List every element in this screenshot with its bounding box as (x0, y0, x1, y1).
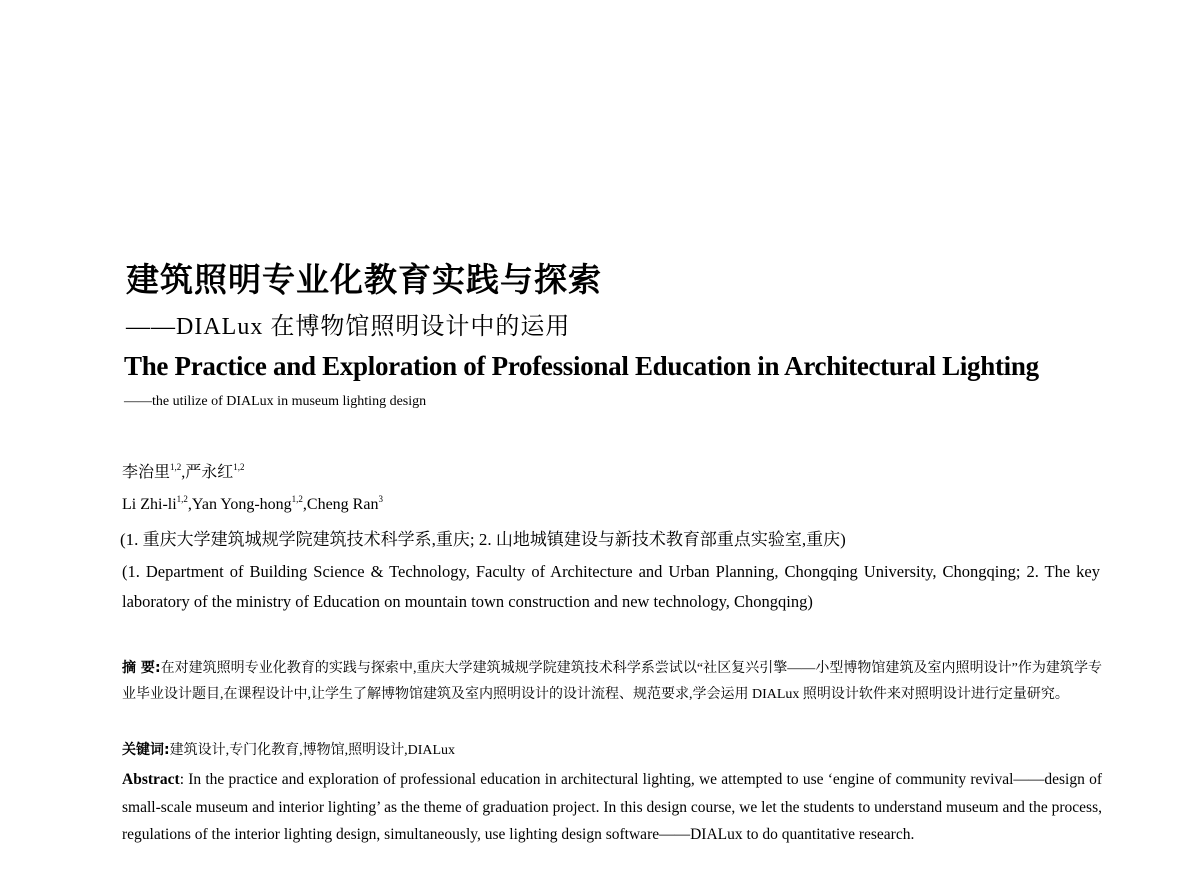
keywords-label-chinese: 关键词: (122, 742, 170, 758)
affiliation-chinese: (1. 重庆大学建筑城规学院建筑技术科学系,重庆; 2. 山地城镇建设与新技术教育部重点实验室,重庆) (120, 530, 846, 549)
subtitle-english: ——the utilize of DIALux in museum lighting design (124, 394, 427, 409)
abstract-label-chinese: 摘 要: (122, 660, 161, 676)
keywords-text-chinese: 建筑设计,专门化教育,博物馆,照明设计,DIALux (169, 743, 456, 758)
author-name: Li Zhi-li (122, 496, 177, 513)
keywords-chinese (122, 738, 1102, 763)
abstract-text-chinese: 在对建筑照明专业化教育的实践与探索中,重庆大学建筑城规学院建筑技术科学系尝试以“社区复兴引擎——小型博物馆建筑及室内照明设计”作为建筑学专业毕业设计题目,在课程设计中,让学生了解博物馆建筑及室内照明设计的设计流程、规范要求,学会运用 DIALux 照明设计软件来对照明设计进行定量研究。 (122, 661, 1102, 702)
author-name: ,Yan Yong-hong (187, 496, 292, 513)
title-chinese: 建筑照明专业化教育实践与探索 (126, 260, 602, 299)
subtitle-chinese: ——DIALux 在博物馆照明设计中的运用 (126, 314, 571, 340)
abstract-text-english: : In the practice and exploration of professional education in architectural lighting, we attempted to use ‘engine of community revival——design of small-scale museum and interior lighting’ as the theme of graduation project. In this design course, we let the students to understand museum and the process, regulations of the interior lighting design, simultaneously, use lighting design software——DIALux to do quantitative research. (122, 771, 1102, 843)
affiliation-english: (1. Department of Building Science & Technology, Faculty of Architecture and Urban Planning, Chongqing University, Chongqing; 2. The key laboratory of the ministry of Education on mountain town construction and new technology, Chongqing) (122, 562, 1100, 611)
title-english: The Practice and Exploration of Professional Education in Architectural Lighting (124, 351, 1039, 381)
abstract-chinese (122, 655, 1102, 708)
author-affiliation-mark: 1,2 (176, 494, 188, 504)
authors-chinese (122, 462, 245, 484)
abstract-label-english: Abstract (122, 771, 180, 788)
author-affiliation-mark: 1,2 (233, 462, 245, 472)
author-name: ,Cheng Ran (302, 496, 379, 513)
authors-english (122, 494, 383, 516)
author-separator: , (181, 464, 186, 481)
author-affiliation-mark: 1,2 (170, 462, 182, 472)
author-name: 李治里 (122, 464, 171, 481)
author-name: 严永红 (185, 464, 234, 481)
author-affiliation-mark: 1,2 (291, 494, 303, 504)
author-affiliation-mark: 3 (378, 494, 383, 504)
abstract-english (122, 766, 1102, 849)
